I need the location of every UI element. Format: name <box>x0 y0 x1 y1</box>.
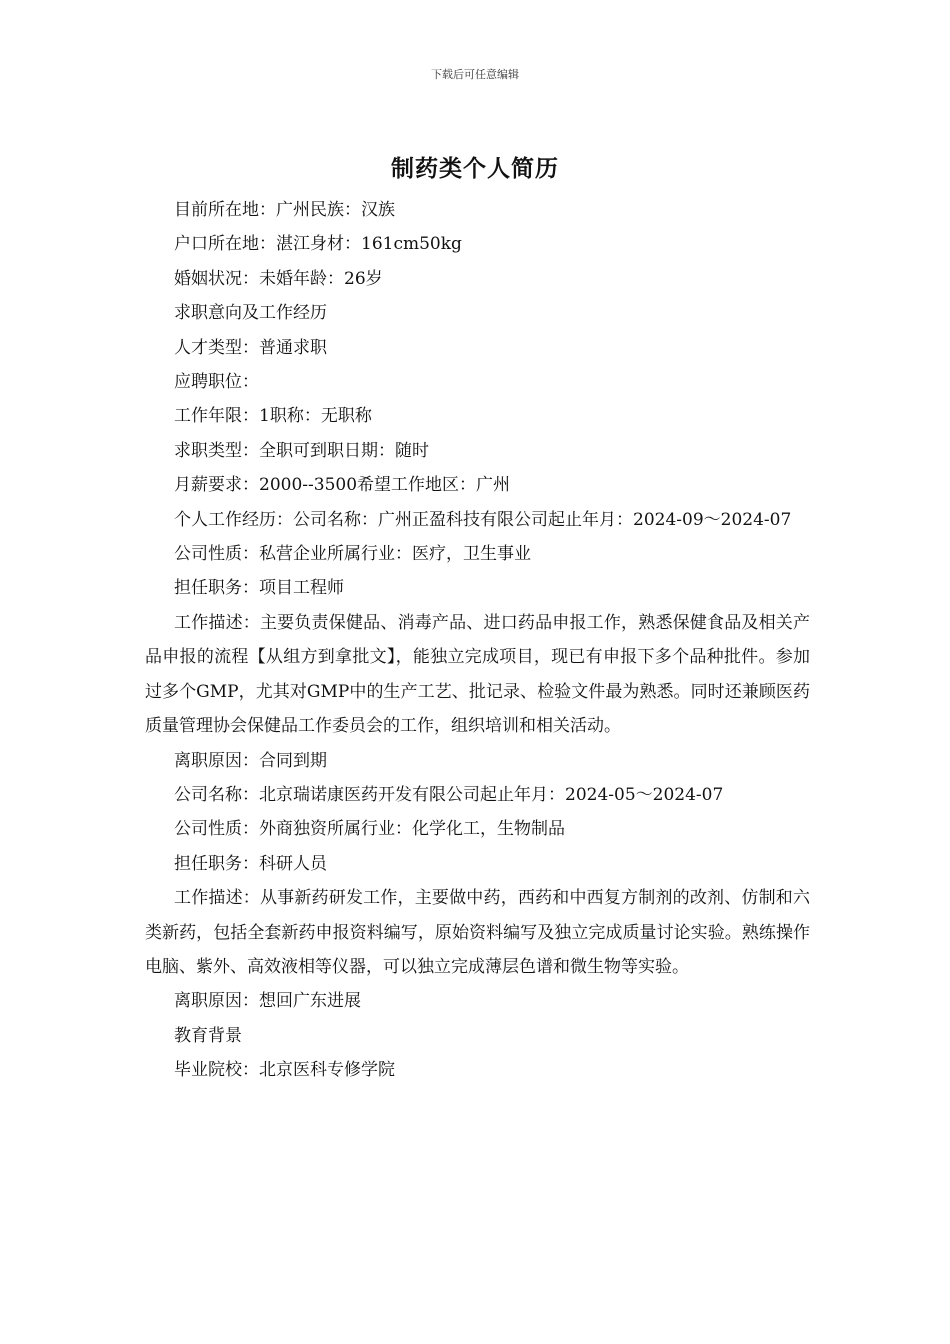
paragraph-leave-reason-1: 离职原因：合同到期 <box>174 750 327 771</box>
paragraph-company-2: 公司名称：北京瑞诺康医药开发有限公司起止年月：2024-05～2024-07 <box>174 784 724 805</box>
paragraph-work-history-1: 个人工作经历：公司名称：广州正盈科技有限公司起止年月：2024-09～2024-07 <box>174 509 792 530</box>
paragraph-location: 目前所在地：广州民族：汉族 <box>174 200 395 220</box>
header-note: 下载后可任意编辑 <box>431 68 519 81</box>
paragraph-work-years: 工作年限：1职称：无职称 <box>174 406 372 427</box>
paragraph-job-type: 求职类型：全职可到职日期：随时 <box>174 440 429 461</box>
resume-body <box>145 193 810 1088</box>
paragraph-company-nature-1: 公司性质：私营企业所属行业：医疗，卫生事业 <box>174 544 531 565</box>
paragraph-marital: 婚姻状况：未婚年龄：26岁 <box>174 268 383 289</box>
paragraph-company-nature-2: 公司性质：外商独资所属行业：化学化工，生物制品 <box>174 819 565 840</box>
section-heading-job-intent: 求职意向及工作经历 <box>174 303 327 324</box>
paragraph-school: 毕业院校：北京医科专修学院 <box>174 1060 395 1081</box>
paragraph-leave-reason-2: 离职原因：想回广东进展 <box>174 991 361 1012</box>
document-title: 制药类个人简历 <box>391 155 559 182</box>
paragraph-salary: 月薪要求：2000--3500希望工作地区：广州 <box>174 475 511 496</box>
section-heading-education: 教育背景 <box>174 1025 242 1046</box>
paragraph-household: 户口所在地：湛江身材：161cm50kg <box>174 234 462 255</box>
paragraph-position: 应聘职位： <box>174 372 259 393</box>
paragraph-talent-type: 人才类型：普通求职 <box>174 337 327 358</box>
paragraph-role-2: 担任职务：科研人员 <box>174 853 327 874</box>
paragraph-description-1: 工作描述：主要负责保健品、消毒产品、进口药品申报工作，熟悉保健食品及相关产品申报的流程【从组方到拿批文】，能独立完成项目，现已有申报下多个品种批件。参加过多个GMP，尤其对GMP中的生产工艺、批记录、检验文件最为熟悉。同时还兼顾医药质量管理协会保健品工作委员会的工作，组织培训和相关活动。 <box>145 612 810 737</box>
paragraph-role-1: 担任职务：项目工程师 <box>174 578 344 599</box>
paragraph-description-2: 工作描述：从事新药研发工作，主要做中药，西药和中西复方制剂的改剂、仿制和六类新药，包括全套新药申报资料编写，原始资料编写及独立完成质量讨论实验。熟练操作电脑、紫外、高效液相等仪器，可以独立完成薄层色谱和微生物等实验。 <box>145 888 810 977</box>
